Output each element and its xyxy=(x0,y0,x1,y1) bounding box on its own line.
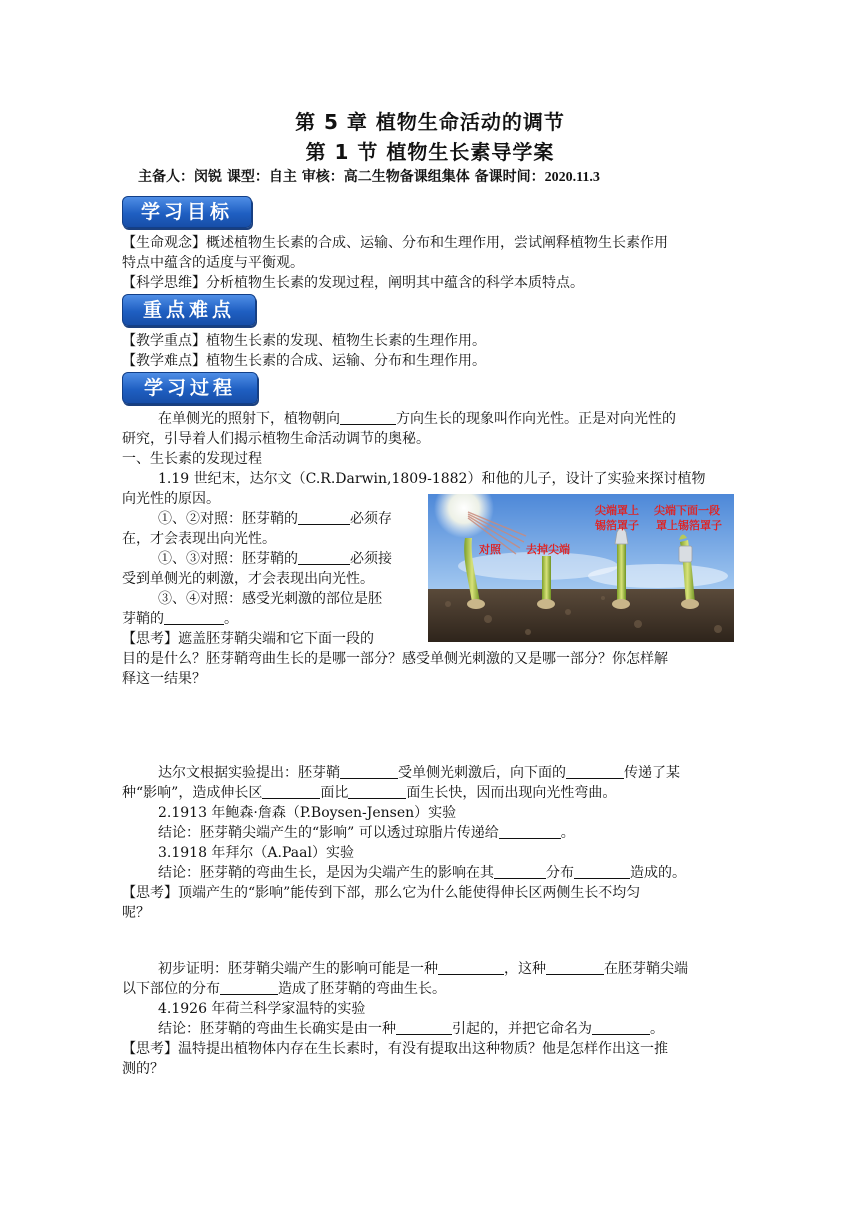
label-tip-cap: 尖端罩上 xyxy=(595,504,639,517)
meta-line xyxy=(138,166,838,186)
experiment-title: 4.1926 年荷兰科学家温特的实验 xyxy=(158,1001,366,1017)
fill-blank xyxy=(340,762,398,779)
darwin-conclusion xyxy=(122,782,616,804)
text: 造成的。 xyxy=(630,865,686,881)
text: 面生长快，因而出现向光性弯曲。 xyxy=(406,785,617,801)
text: 引起的，并把它命名为 xyxy=(452,1021,592,1037)
fill-blank xyxy=(298,508,350,525)
meta-info: 主备人：闵锐 课型：自主 审核：高二生物备课组集体 备课时间： xyxy=(138,169,545,185)
keypoint-line: 【教学重点】植物生长素的发现、植物生长素的生理作用。 xyxy=(122,333,486,349)
darwin-experiment-illustration xyxy=(428,494,734,642)
text: 分布 xyxy=(546,865,574,881)
badge-learning-goals: 学习目标 xyxy=(122,196,252,228)
comparison-line xyxy=(158,508,392,530)
think-line: 测的？ xyxy=(122,1061,164,1077)
fill-blank xyxy=(546,958,604,975)
goal-line: 【生命观念】概述植物生长素的合成、运输、分布和生理作用，尝试阐释植物生长素作用 xyxy=(122,235,668,251)
experiment-conclusion xyxy=(158,1018,664,1040)
experiment-conclusion xyxy=(158,862,686,884)
comparison-line xyxy=(158,548,392,570)
text: ，这种 xyxy=(504,961,546,977)
text: 面比 xyxy=(320,785,349,801)
label-control: 对照 xyxy=(479,543,501,556)
fill-blank xyxy=(164,608,224,625)
goal-line: 特点中蕴含的适度与平衡观。 xyxy=(122,255,304,271)
badge-learning-process: 学习过程 xyxy=(122,372,258,404)
think-line: 【思考】温特提出植物体内存在生长素时，有没有提取出这种物质？他是怎样作出这一推 xyxy=(122,1041,668,1057)
think-line: 释这一结果？ xyxy=(122,671,206,687)
darwin-intro: 向光性的原因。 xyxy=(122,491,220,507)
fill-blank xyxy=(340,408,396,425)
text: 种“影响”，造成伸长区 xyxy=(122,785,263,801)
think-line: 【思考】顶端产生的“影响”能传到下部，那么它为什么能使得伸长区两侧生长不均匀 xyxy=(122,885,641,901)
fill-blank xyxy=(499,822,561,839)
section-heading: 一、生长素的发现过程 xyxy=(122,451,262,467)
comparison-line: 在，才会表现出向光性。 xyxy=(122,531,276,547)
darwin-intro: 1.19 世纪末，达尔文（C.R.Darwin,1809-1882）和他的儿子，设计了实验来探讨植物 xyxy=(158,471,706,487)
text: 传递了某 xyxy=(624,765,680,781)
text: 结论：胚芽鞘的弯曲生长确实是由一种 xyxy=(158,1021,396,1037)
fill-blank xyxy=(592,1018,650,1035)
fill-blank xyxy=(348,782,406,799)
text: 达尔文根据实验提出：胚芽鞘 xyxy=(158,765,340,781)
label-tip-foil: 锡箔罩子 xyxy=(595,519,639,532)
fill-blank xyxy=(566,762,624,779)
fill-blank xyxy=(396,1018,452,1035)
chapter-title: 第 5 章 植物生命活动的调节 xyxy=(295,110,565,134)
fill-blank xyxy=(438,958,504,975)
text: 在胚芽鞘尖端 xyxy=(604,961,688,977)
think-line: 呢？ xyxy=(122,905,150,921)
darwin-conclusion xyxy=(158,762,680,784)
comparison-line: ③、④对照：感受光刺激的部位是胚 xyxy=(158,591,382,607)
fill-blank xyxy=(494,862,546,879)
intro-line: 研究，引导着人们揭示植物生命活动调节的奥秘。 xyxy=(122,431,430,447)
text: 芽鞘的 xyxy=(122,611,164,627)
preliminary-proof xyxy=(122,978,446,1000)
section-title: 第 1 节 植物生长素导学案 xyxy=(305,140,555,164)
experiment-title: 3.1918 年拜尔（A.Paal）实验 xyxy=(158,845,354,861)
text: 必须存 xyxy=(350,511,392,527)
experiment-title: 2.1913 年鲍森·詹森（P.Boysen-Jensen）实验 xyxy=(158,805,457,821)
comparison-line: 受到单侧光的刺激，才会表现出向光性。 xyxy=(122,571,374,587)
fill-blank xyxy=(574,862,630,879)
text: 在单侧光的照射下，植物朝向 xyxy=(158,411,340,427)
text: 结论：胚芽鞘的弯曲生长，是因为尖端产生的影响在其 xyxy=(158,865,494,881)
meta-date: 2020.11.3 xyxy=(544,170,600,185)
text: 必须接 xyxy=(350,551,392,567)
text: 结论：胚芽鞘尖端产生的“影响” 可以透过琼脂片传递给 xyxy=(158,825,499,841)
text: 造成了胚芽鞘的弯曲生长。 xyxy=(278,981,446,997)
preliminary-proof xyxy=(158,958,688,980)
text: 方向生长的现象叫作向光性。正是对向光性的 xyxy=(396,411,676,427)
comparison-line xyxy=(122,608,238,630)
think-line: 目的是什么？胚芽鞘弯曲生长的是哪一部分？感受单侧光刺激的又是哪一部分？你怎样解 xyxy=(122,651,668,667)
text: 。 xyxy=(224,611,238,627)
fill-blank xyxy=(298,548,350,565)
text: 受单侧光刺激后，向下面的 xyxy=(398,765,566,781)
text: 。 xyxy=(560,825,575,841)
label-below-cap: 尖端下面一段 xyxy=(654,504,720,517)
text: 以下部位的分布 xyxy=(122,981,220,997)
text: ①、②对照：胚芽鞘的 xyxy=(158,511,298,527)
fill-blank xyxy=(220,978,278,995)
text: 。 xyxy=(650,1021,664,1037)
fill-blank xyxy=(262,782,320,799)
text: 初步证明：胚芽鞘尖端产生的影响可能是一种 xyxy=(158,961,438,977)
think-line: 【思考】遮盖胚芽鞘尖端和它下面一段的 xyxy=(122,631,374,647)
badge-key-points: 重点难点 xyxy=(122,294,256,326)
label-below-foil: 罩上锡箔罩子 xyxy=(656,519,722,532)
experiment-conclusion xyxy=(158,822,575,844)
text: ①、③对照：胚芽鞘的 xyxy=(158,551,298,567)
intro-line xyxy=(158,408,676,430)
label-tip-removed: 去掉尖端 xyxy=(526,543,570,556)
goal-line: 【科学思维】分析植物生长素的发现过程，阐明其中蕴含的科学本质特点。 xyxy=(122,275,584,291)
keypoint-line: 【教学难点】植物生长素的合成、运输、分布和生理作用。 xyxy=(122,353,486,369)
